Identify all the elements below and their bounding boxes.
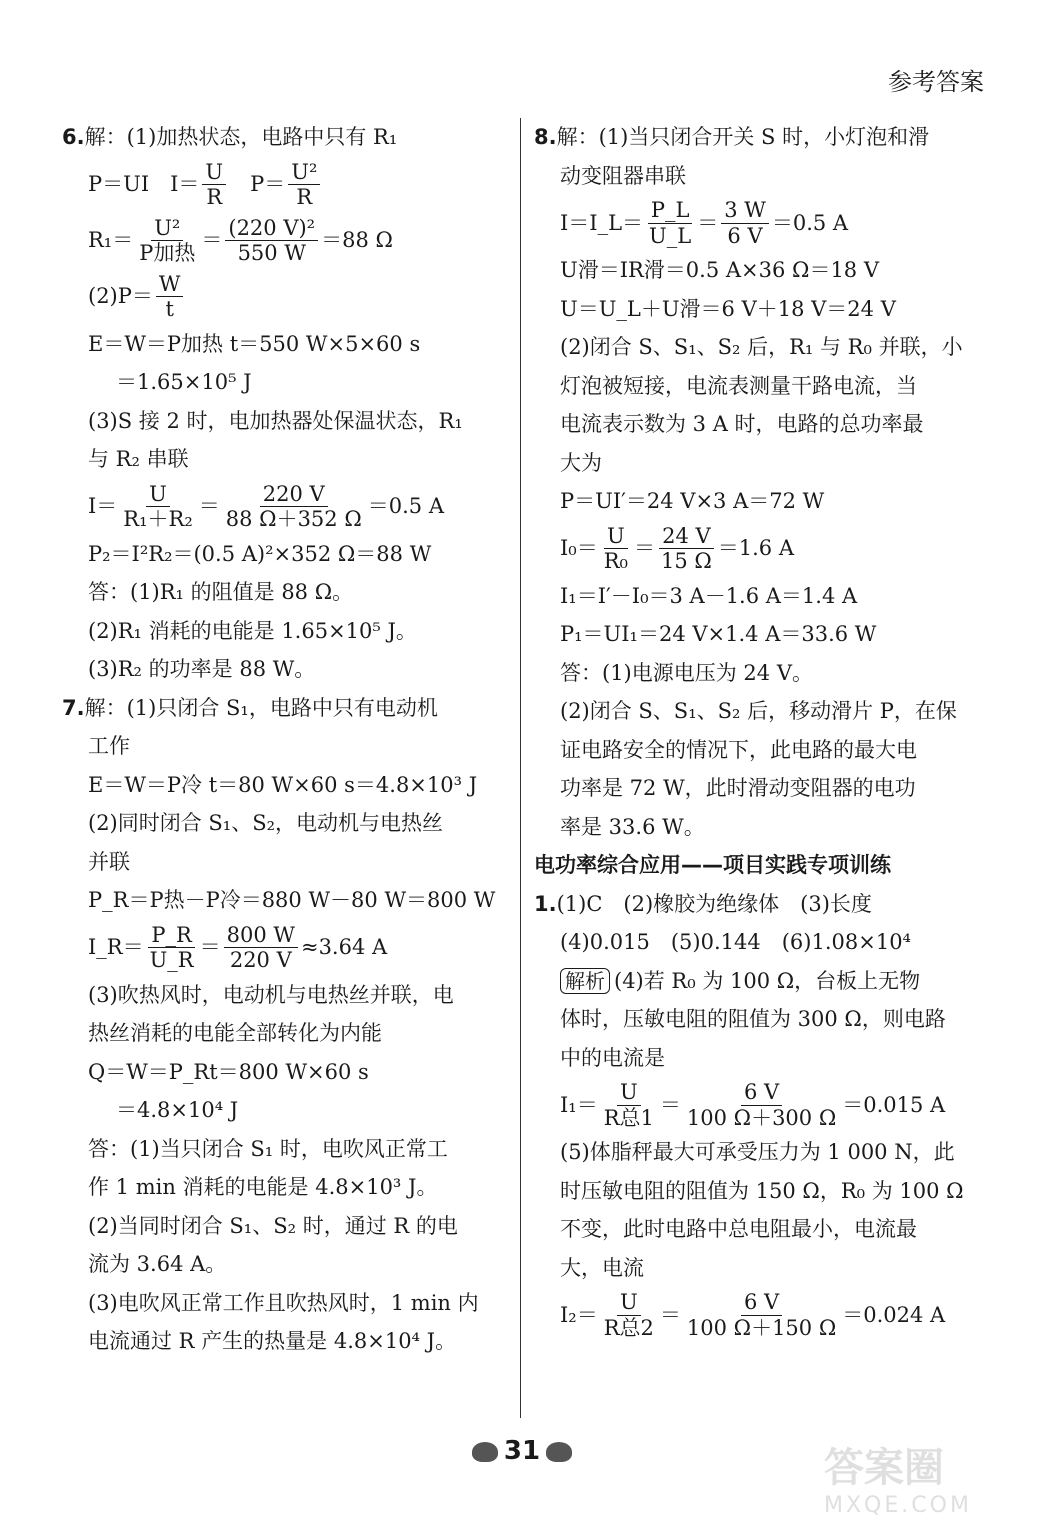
text-line: P_R＝P热－P冷＝880 W－80 W＝800 W bbox=[88, 888, 496, 912]
answer-line: 答：(1)当只闭合 S₁ 时，电吹风正常工 bbox=[88, 1136, 448, 1161]
leaf-icon bbox=[546, 1442, 572, 1462]
fraction: 6 V 100 Ω＋150 Ω bbox=[686, 1290, 837, 1340]
q6-formula-4: I＝ U R₁＋R₂ ＝ 220 V 88 Ω＋352 Ω ＝0.5 A bbox=[88, 481, 444, 531]
text-line: Q＝W＝P_Rt＝800 W×60 s bbox=[88, 1059, 369, 1084]
q8-formula-1: I＝I_L＝ P_L U_L ＝ 3 W 6 V ＝0.5 A bbox=[560, 198, 849, 248]
text-line: P₁＝UI₁＝24 V×1.4 A＝33.6 W bbox=[560, 622, 877, 646]
answer-line: 证电路安全的情况下，此电路的最大电 bbox=[560, 737, 917, 762]
text-line: 中的电流是 bbox=[560, 1045, 665, 1070]
q8-formula-2: I₀＝ U R₀ ＝ 24 V 15 Ω ＝1.6 A bbox=[560, 523, 795, 573]
text-line: 时压敏电阻的阻值为 150 Ω，R₀ 为 100 Ω bbox=[560, 1178, 964, 1203]
fraction: $\frac{800 W}{220 V}$ bbox=[224, 923, 298, 972]
text-line: (3)S 接 2 时，电加热器处保温状态，R₁ bbox=[88, 408, 463, 433]
answer-line: 答：(1)R₁ 的阻值是 88 Ω。 bbox=[88, 580, 354, 604]
fraction: U² P加热 bbox=[139, 215, 196, 265]
text-line: E＝W＝P冷 t＝80 W×60 s＝4.8×10³ J bbox=[88, 772, 478, 797]
text-line: U滑＝IR滑＝0.5 A×36 Ω＝18 V bbox=[560, 258, 880, 282]
text-line: (5)体脂秤最大可承受压力为 1 000 N，此 bbox=[560, 1140, 955, 1164]
text-line: E＝W＝P加热 t＝550 W×5×60 s bbox=[88, 331, 421, 356]
q6-formula-1: P＝UI I＝ U R P＝ U² R bbox=[62, 157, 514, 213]
fraction: (220 V)² 550 W bbox=[225, 216, 318, 265]
text-line: (2)同时闭合 S₁、S₂，电动机与电热丝 bbox=[88, 811, 444, 835]
answer-line: 作 1 min 消耗的电能是 4.8×10³ J。 bbox=[88, 1175, 438, 1199]
left-column bbox=[62, 118, 514, 1361]
text-line: 工作 bbox=[88, 734, 130, 758]
answer-line: (3)电吹风正常工作且吹热风时，1 min 内 bbox=[88, 1290, 479, 1315]
right-column bbox=[534, 118, 988, 1343]
text-line: 大为 bbox=[560, 450, 602, 475]
text-line: P₂＝I²R₂＝(0.5 A)²×352 Ω＝88 W bbox=[88, 541, 432, 566]
fraction: U R bbox=[202, 160, 226, 209]
leaf-icon bbox=[472, 1442, 498, 1462]
q7-heading: 7.解：(1)只闭合 S₁，电路中只有电动机 bbox=[62, 695, 438, 720]
text-line: (3)吹热风时，电动机与电热丝并联，电 bbox=[88, 982, 454, 1007]
fraction: 3 W 6 V bbox=[721, 198, 769, 247]
text-line: 灯泡被短接，电流表测量干路电流，当 bbox=[560, 373, 917, 398]
fraction: 24 V 15 Ω bbox=[660, 523, 712, 573]
q6-formula-2: R₁＝ U² P加热 ＝ (220 V)² 550 W ＝88 Ω bbox=[88, 215, 393, 265]
text-line: 体时，压敏电阻的阻值为 300 Ω，则电路 bbox=[560, 1007, 946, 1031]
q6-heading: 6.解：(1)加热状态，电路中只有 R₁ bbox=[62, 125, 398, 149]
text-line: 与 R₂ 串联 bbox=[88, 447, 189, 471]
text-line: 并联 bbox=[88, 849, 130, 874]
q7-formula-1: I_R＝ P_R U_R ＝ $\frac{800 W}{220 V}$ ≈3.64 A bbox=[88, 922, 388, 972]
text-line: (2)闭合 S、S₁、S₂ 后，R₁ 与 R₀ 并联，小 bbox=[560, 335, 963, 359]
fraction: U R总2 bbox=[603, 1290, 654, 1340]
text-line: U＝U_L＋U滑＝6 V＋18 V＝24 V bbox=[560, 296, 896, 321]
text-line: 不变，此时电路中总电阻最小，电流最 bbox=[560, 1217, 917, 1241]
fraction: U R总1 bbox=[603, 1080, 654, 1130]
page-header: 参考答案 bbox=[888, 68, 984, 96]
text-line: P＝UI′＝24 V×3 A＝72 W bbox=[560, 489, 825, 513]
answer-line: (2)闭合 S、S₁、S₂ 后，移动滑片 P，在保 bbox=[560, 699, 957, 723]
s1-formula-2: I₂＝ U R总2 ＝ 6 V 100 Ω＋150 Ω ＝0.024 A bbox=[560, 1290, 946, 1340]
text-line: 电流表示数为 3 A 时，电路的总功率最 bbox=[560, 412, 924, 436]
answer-line: (2)当同时闭合 S₁、S₂ 时，通过 R 的电 bbox=[88, 1213, 458, 1238]
s1-formula-1: I₁＝ U R总1 ＝ 6 V 100 Ω＋300 Ω ＝0.015 A bbox=[560, 1080, 946, 1130]
text-line: 动变阻器串联 bbox=[560, 163, 686, 188]
analysis-line: 解析 (4)若 R₀ 为 100 Ω，台板上无物 bbox=[534, 962, 988, 1001]
text-line: ＝4.8×10⁴ J bbox=[116, 1098, 239, 1122]
fraction: U R₁＋R₂ bbox=[123, 481, 193, 531]
watermark-logo: 答案圈 MXQE.COM bbox=[824, 1445, 972, 1518]
text-line: (4)0.015 (5)0.144 (6)1.08×10⁴ bbox=[560, 930, 911, 954]
column-divider bbox=[520, 118, 521, 1418]
answer-line: 功率是 72 W，此时滑动变阻器的电功 bbox=[560, 776, 916, 800]
q6-formula-3: (2)P＝ W t bbox=[62, 269, 514, 325]
q8-heading: 8.解：(1)当只闭合开关 S 时，小灯泡和滑 bbox=[534, 125, 930, 149]
fraction: P_L U_L bbox=[649, 198, 692, 248]
answer-line: 率是 33.6 W。 bbox=[560, 814, 705, 839]
answer-line: (3)R₂ 的功率是 88 W。 bbox=[88, 657, 316, 681]
answer-line: 答：(1)电源电压为 24 V。 bbox=[560, 660, 813, 685]
text-line: 热丝消耗的电能全部转化为内能 bbox=[88, 1021, 382, 1045]
answer-line: 流为 3.64 A。 bbox=[88, 1252, 227, 1276]
analysis-tag: 解析 bbox=[560, 968, 610, 994]
fraction: U² R bbox=[288, 160, 320, 209]
fraction: 220 V 88 Ω＋352 Ω bbox=[225, 481, 362, 531]
text-line: 大，电流 bbox=[560, 1255, 644, 1280]
answer-line: (2)R₁ 消耗的电能是 1.65×10⁵ J。 bbox=[88, 618, 417, 643]
text-line: I₁＝I′－I₀＝3 A－1.6 A＝1.4 A bbox=[560, 583, 858, 608]
fraction: 6 V 100 Ω＋300 Ω bbox=[686, 1080, 837, 1130]
fraction: P_R U_R bbox=[149, 922, 194, 972]
text-line: ＝1.65×10⁵ J bbox=[116, 370, 252, 394]
fraction: W t bbox=[156, 272, 184, 321]
page-number: 31 bbox=[503, 1436, 541, 1466]
s1-heading: 1.(1)C (2)橡胶为绝缘体 (3)长度 bbox=[534, 891, 872, 916]
fraction: U R₀ bbox=[603, 523, 628, 573]
answer-line: 电流通过 R 产生的热量是 4.8×10⁴ J。 bbox=[88, 1329, 457, 1353]
section-title: 电功率综合应用——项目实践专项训练 bbox=[534, 853, 891, 877]
